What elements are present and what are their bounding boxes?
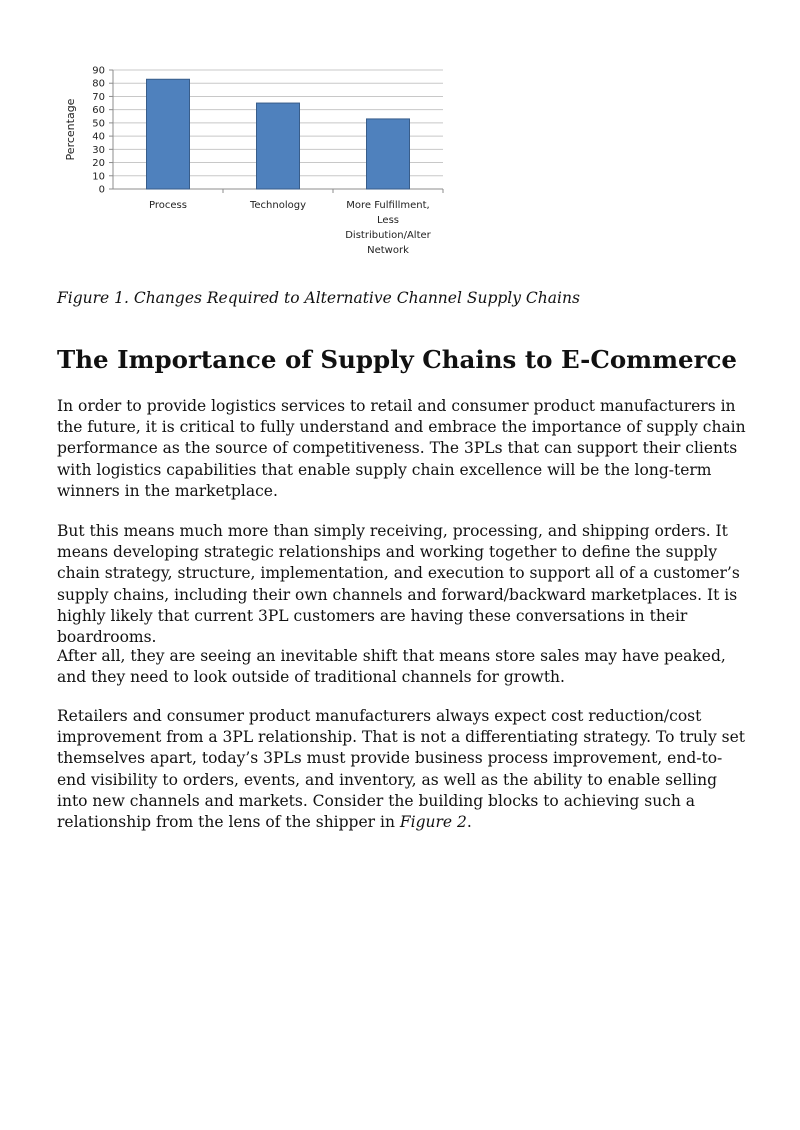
bar [367,119,410,189]
paragraph: But this means much more than simply receiving, processing, and shipping orders. It means developing strategic relationships and working together to define the supply chain strategy, structure, implementation, and execution to support all of a customer’s supply chains, including their own channels and forward/backward marketplaces. It is highly likely that current 3PL customers are having these conversations in their boardrooms. [57,522,740,647]
chart-svg [56,58,456,268]
paragraph [57,706,747,833]
paragraph: After all, they are seeing an inevitable shift that means store sales may have peaked, and they need to look outside of traditional channels for growth. [57,647,726,687]
x-tick-label: Less [377,215,399,226]
y-tick-label: 80 [92,78,105,90]
bar [147,79,190,189]
bar [257,103,300,189]
figure-caption: Figure 1. Changes Required to Alternative Channel Supply Chains [57,289,580,307]
bar-chart [56,58,456,268]
y-tick-label: 70 [92,91,105,103]
y-tick-label: 50 [92,118,105,130]
y-tick-label: 20 [92,158,105,170]
y-tick-label: 60 [92,105,105,117]
y-axis-title: Percentage [64,98,77,161]
y-tick-label: 30 [92,144,105,156]
x-tick-label: Network [367,245,409,256]
figure-reference: Figure 2 [399,813,467,832]
y-tick-label: 0 [98,184,105,196]
x-tick-label: Distribution/Alter [345,230,431,241]
section-heading: The Importance of Supply Chains to E-Commerce [57,345,738,374]
paragraph: In order to provide logistics services to retail and consumer product manufacturers in the future, it is critical to fully understand and embrace the importance of supply chain performance as the source of competitiveness. The 3PLs that can support their clients with logistics capabilities that enable supply chain excellence will be the long-term winners in the marketplace. [57,397,746,500]
y-tick-label: 10 [92,171,105,183]
paragraph-end: . [466,813,472,832]
paragraph-text: Retailers and consumer product manufacturers always expect cost reduction/cost improvement from a 3PL relationship. That is not a differentiating strategy. To truly set themselves apart, today’s 3PLs must provide business process improvement, end-to-end visibility to orders, events, and inventory, as well as the ability to enable selling into new channels and markets. Consider the building blocks to achieving such a relationship from the lens of the shipper in [57,707,745,832]
y-tick-label: 40 [92,131,105,143]
x-tick-label: More Fulfillment, [346,200,430,211]
x-tick-label: Technology [249,200,307,211]
x-tick-label: Process [149,200,187,211]
y-tick-label: 90 [92,65,105,77]
